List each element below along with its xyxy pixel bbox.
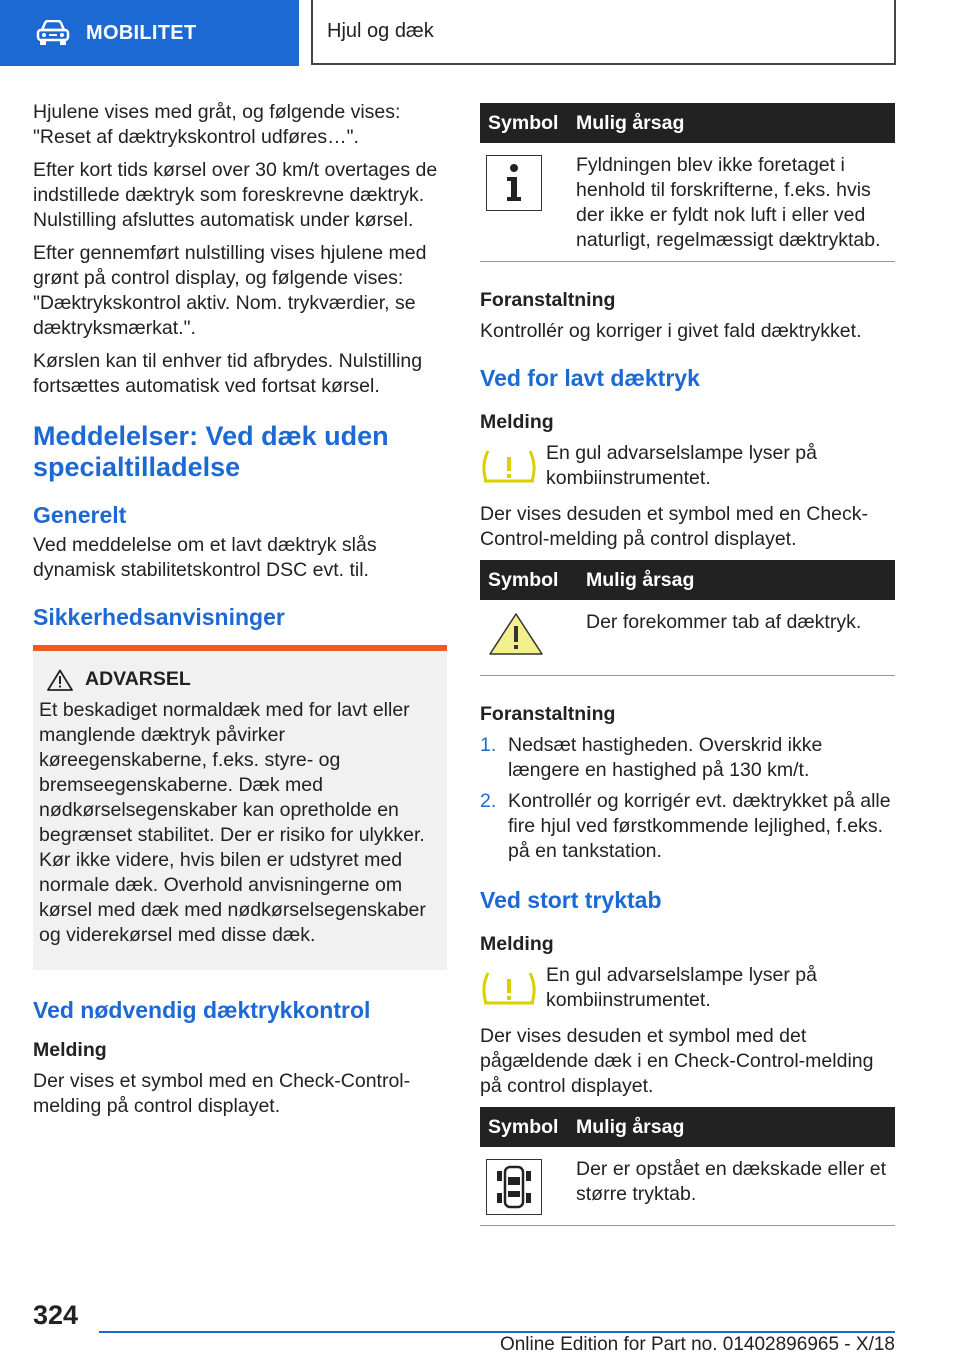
paragraph: Der vises desuden et symbol med en Check-Control-melding på control displayet. [480, 503, 869, 550]
action-steps [480, 733, 895, 864]
heading-action: Foranstaltning [480, 289, 616, 311]
list-item [480, 789, 895, 864]
heading-general: Generelt [33, 502, 127, 528]
warning-triangle-icon [486, 610, 546, 658]
table-header-cause: Mulig årsag [568, 1107, 895, 1147]
message-row [480, 441, 895, 492]
symbol-table-1 [480, 103, 895, 262]
table-header-symbol: Symbol [480, 1107, 568, 1147]
step-text: Nedsæt hastigheden. Overskrid ikke længere en hastighed på 130 km/t. [508, 734, 823, 781]
paragraph: Efter kort tids kørsel over 30 km/t overtages de indstillede dæktryk som foreskrevne dæktryk. Nulstilling afsluttes automatisk under kørsel. [33, 159, 438, 231]
page-header [0, 0, 960, 66]
heading-action: Foranstaltning [480, 703, 616, 725]
table-header-cause: Mulig årsag [578, 560, 895, 600]
warning-box [33, 645, 447, 970]
heading-messages: Meddelelser: Ved dæk uden specialtilladelse [33, 421, 389, 482]
table-cell-cause: Der er opstået en dækskade eller et større tryktab. [568, 1147, 895, 1226]
paragraph: Ved meddelelse om et lavt dæktryk slås dynamisk stabilitetskontrol DSC evt. til. [33, 534, 377, 581]
table-header-symbol: Symbol [480, 560, 578, 600]
heading-low-pressure: Ved for lavt dæktryk [480, 365, 700, 391]
car-tire-damage-icon [486, 1159, 542, 1215]
page-number: 324 [33, 1300, 79, 1330]
message-text: En gul advarselslampe lyser på kombiinstrumentet. [546, 964, 817, 1011]
message-row [480, 963, 895, 1014]
heading-message: Melding [480, 411, 554, 433]
heading-big-loss: Ved stort tryktab [480, 887, 662, 913]
paragraph: Hjulene vises med gråt, og følgende vises: "Reset af dæktrykskontrol udføres…". [33, 101, 401, 148]
paragraph: Kørslen kan til enhver tid afbrydes. Nulstilling fortsættes automatisk ved fortsat kørsel. [33, 350, 423, 397]
right-column [480, 103, 895, 1226]
heading-message: Melding [480, 933, 554, 955]
list-item [480, 733, 895, 783]
warning-text: Et beskadiget normaldæk med for lavt eller manglende dæktryk påvirker køreegenskaberne, f.eks. styre- og bremseegenskaberne. Dæk med nødkørselsegenskaber kan opretholde en begrænset stabilitet. Der er risiko for ulykker. Kør ikke videre, hvis bilen er udstyret med normale dæk. Overhold anvisningerne om kørsel med dæk med nødkørselsegenskaber og viderekørsel med disse dæk. [39, 699, 426, 946]
table-cell-cause: Fyldningen blev ikke foretaget i henhold til forskrifterne, f.eks. hvis der ikke er fyldt nok luft i eller ved naturligt, regelmæssigt dæktryktab. [568, 143, 895, 262]
warning-header [39, 667, 439, 692]
section-tab [0, 0, 299, 66]
footer-edition: Online Edition for Part no. 01402896965 - X/18 [499, 1334, 895, 1355]
table-row [480, 1147, 895, 1226]
table-row [480, 600, 895, 676]
header-title-box [311, 0, 896, 65]
step-text: Kontrollér og korrigér evt. dæktrykket på alle fire hjul ved førstkommende lejlighed, f.eks. på en tankstation. [508, 790, 891, 862]
warning-title: ADVARSEL [85, 668, 191, 690]
page-title: Hjul og dæk [327, 20, 434, 42]
info-icon [486, 155, 542, 211]
paragraph: Kontrollér og korriger i givet fald dæktrykket. [480, 320, 862, 342]
tire-pressure-warning-icon [480, 449, 538, 485]
table-header-symbol: Symbol [480, 103, 568, 143]
table-row [480, 143, 895, 262]
heading-message: Melding [33, 1039, 107, 1061]
heading-needed-check: Ved nødvendig dæktrykkontrol [33, 997, 371, 1023]
left-column [33, 100, 447, 1127]
heading-safety: Sikkerhedsanvisninger [33, 604, 285, 630]
table-header-cause: Mulig årsag [568, 103, 895, 143]
paragraph: Der vises et symbol med en Check-Control-melding på control displayet. [33, 1070, 411, 1117]
symbol-table-3 [480, 1107, 895, 1226]
car-icon [36, 20, 70, 46]
tire-pressure-warning-icon [480, 971, 538, 1007]
section-label: MOBILITET [86, 21, 197, 44]
table-cell-cause: Der forekommer tab af dæktryk. [578, 600, 895, 676]
paragraph: Efter gennemført nulstilling vises hjulene med grønt på control display, og følgende vises: "Dæktrykskontrol aktiv. Nom. trykværdier, se dæktryksmærkat.". [33, 242, 427, 339]
symbol-table-2 [480, 560, 895, 676]
step-number: 2. [480, 790, 497, 812]
paragraph: Der vises desuden et symbol med det pågældende dæk i en Check-Control-melding på control displayet. [480, 1025, 874, 1097]
message-text: En gul advarselslampe lyser på kombiinstrumentet. [546, 442, 817, 489]
footer-divider [99, 1331, 895, 1333]
step-number: 1. [480, 734, 497, 756]
warning-triangle-icon [47, 669, 73, 691]
